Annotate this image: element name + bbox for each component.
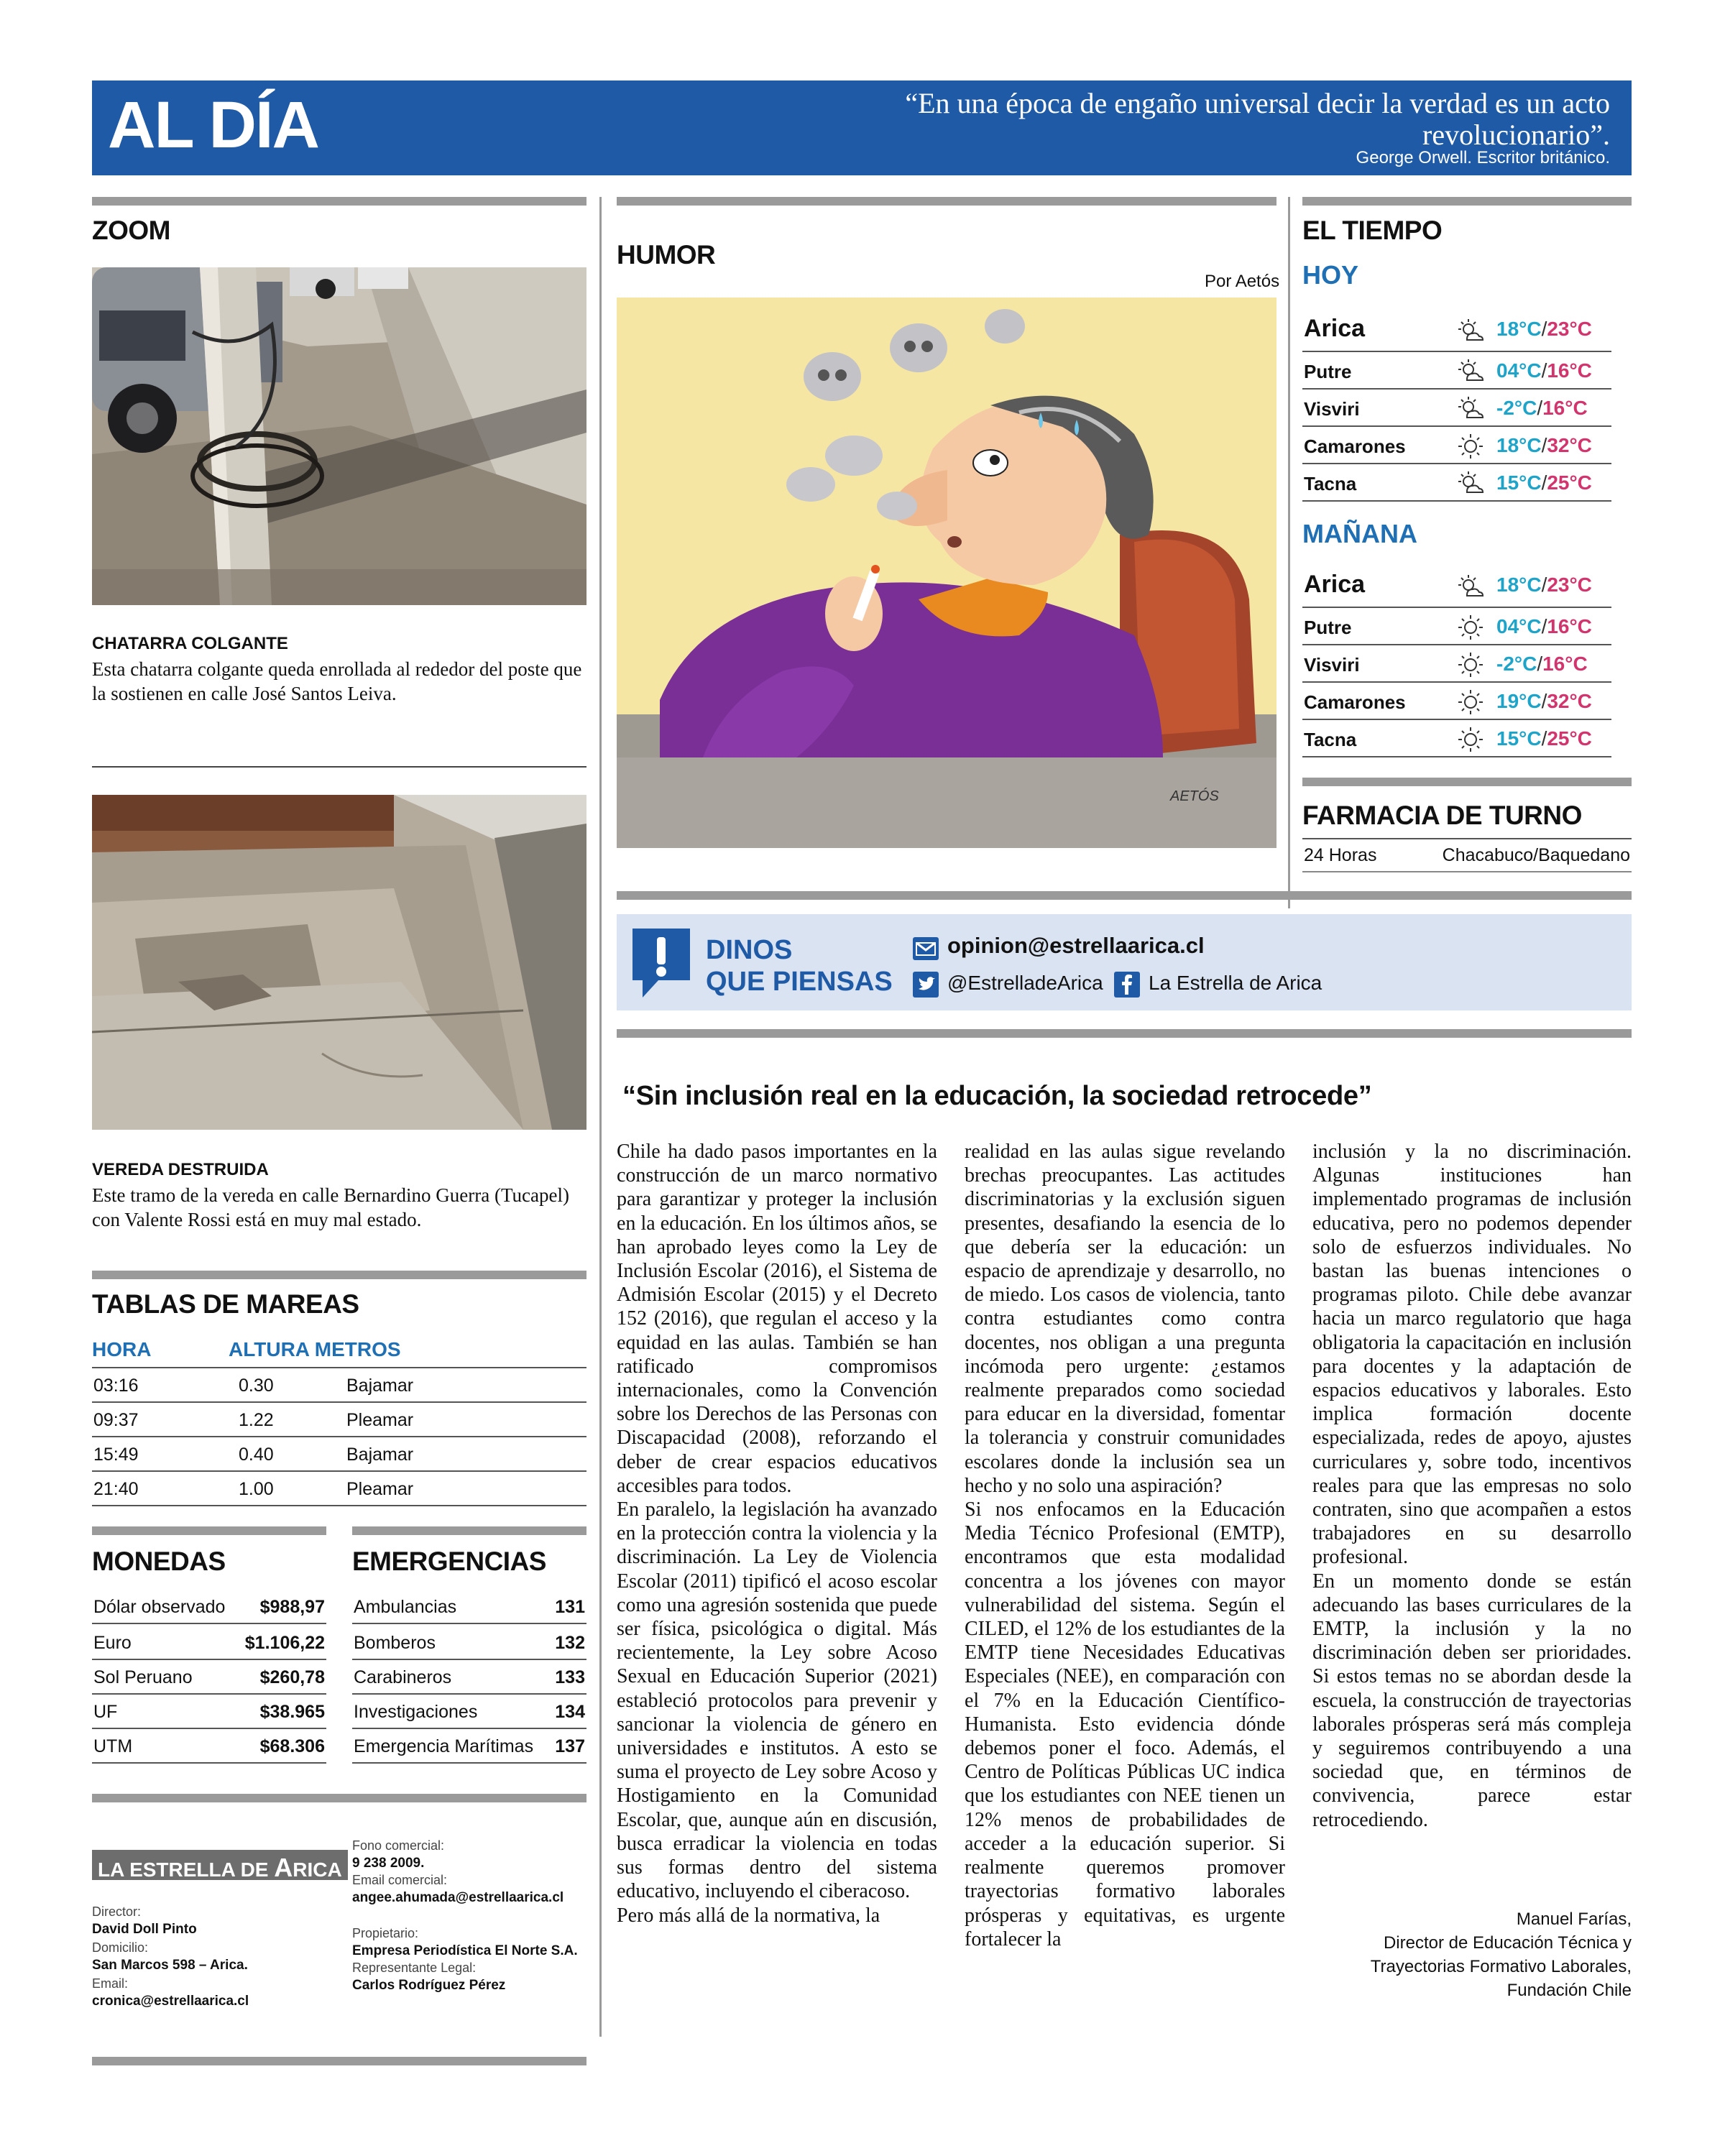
emergency-number: 132 (555, 1633, 585, 1653)
currency-row (92, 1626, 326, 1660)
weather-city: Arica (1304, 571, 1366, 598)
author-name: Manuel Farías, (1516, 1909, 1632, 1929)
section-title: AL DÍA (108, 88, 318, 162)
zoom-title: ZOOM (92, 216, 170, 245)
owner-label: Propietario: (352, 1926, 419, 1940)
logo-text-1: LA ESTRELLA DE (98, 1858, 275, 1881)
partly-cloudy-icon (1457, 318, 1484, 345)
weather-temp (1496, 397, 1588, 420)
currency-row (92, 1590, 326, 1624)
cartoonist-signature: AETÓS (1170, 788, 1219, 804)
weather-city: Visviri (1304, 398, 1360, 420)
header-quote: “En una época de engaño universal decir la verdad es un acto revolucionario”. (905, 87, 1610, 151)
weather-city: Tacna (1304, 473, 1357, 494)
article-paragraph: Pero más allá de la normativa, la (617, 1904, 880, 1927)
twitter-link[interactable]: @EstrelladeArica (947, 972, 1103, 994)
phone-label: Fono comercial: (352, 1838, 445, 1853)
emergency-row (352, 1660, 586, 1695)
temp-min: 15°C (1496, 471, 1542, 494)
column-separator (1288, 197, 1290, 908)
temp-separator: / (1537, 653, 1543, 675)
weather-row (1302, 428, 1611, 464)
temp-separator: / (1541, 318, 1547, 340)
temp-min: 19°C (1496, 690, 1542, 712)
temp-max: 16°C (1542, 397, 1588, 419)
contact-band (617, 914, 1632, 1010)
email-icon (913, 937, 939, 960)
emergency-row (352, 1626, 586, 1660)
emergency-row (352, 1729, 586, 1764)
temp-max: 25°C (1547, 471, 1592, 494)
tide-row (92, 1437, 586, 1472)
temp-min: 15°C (1496, 727, 1542, 750)
divider (92, 766, 586, 768)
weather-temp (1496, 471, 1592, 494)
sunny-icon (1457, 614, 1484, 641)
tide-hour: 15:49 (93, 1445, 139, 1465)
temp-max: 16°C (1542, 653, 1588, 675)
masthead-rule (92, 1794, 586, 1802)
weather-temp (1496, 318, 1592, 341)
tide-height: 0.40 (239, 1445, 274, 1465)
newsroom-email: cronica@estrellaarica.cl (92, 1994, 249, 2009)
weather-row (1302, 308, 1611, 352)
sunny-icon (1457, 651, 1484, 678)
weather-temp (1496, 615, 1592, 638)
temp-max: 25°C (1547, 727, 1592, 750)
tide-hour: 09:37 (93, 1410, 139, 1430)
photo1-caption-text: Esta chatarra colgante queda enrollada al rededor del poste que la sostienen en calle José Santos Leiva. (92, 658, 582, 704)
contact-email-link[interactable]: opinion@estrellaarica.cl (947, 933, 1205, 958)
weather-tomorrow-label: MAÑANA (1302, 519, 1417, 548)
weather-city: Putre (1304, 361, 1352, 382)
pharmacy-name: Chacabuco/Baquedano (1442, 845, 1630, 865)
temp-min: 18°C (1496, 318, 1542, 340)
phone: 9 238 2009. (352, 1856, 425, 1871)
currencies-title: MONEDAS (92, 1547, 226, 1576)
divider (1302, 871, 1632, 872)
temp-min: 04°C (1496, 359, 1542, 382)
weather-row (1302, 647, 1611, 683)
pharmacy-rule (1302, 778, 1632, 786)
emergency-number: 133 (555, 1667, 585, 1687)
temp-min: -2°C (1496, 653, 1537, 675)
director-name: David Doll Pinto (92, 1922, 197, 1937)
temp-separator: / (1541, 434, 1547, 456)
weather-city: Arica (1304, 315, 1366, 342)
cartoon-byline: Por Aetós (1205, 272, 1280, 291)
contact-heading-1: DINOS (706, 935, 793, 965)
temp-max: 32°C (1547, 434, 1592, 456)
director-label: Director: (92, 1904, 142, 1919)
author-organization: Fundación Chile (1506, 1981, 1632, 2000)
article-signature (1371, 1907, 1632, 2002)
currency-name: UTM (93, 1736, 133, 1756)
tide-height: 0.30 (239, 1376, 274, 1396)
weather-temp (1496, 653, 1588, 676)
weather-city: Camarones (1304, 691, 1406, 713)
weather-temp (1496, 727, 1592, 750)
emergency-number: 131 (555, 1597, 585, 1617)
currency-value: $260,78 (259, 1667, 325, 1687)
currencies-rule (92, 1526, 326, 1535)
weather-row (1302, 466, 1611, 502)
emergency-number: 137 (555, 1736, 585, 1756)
emergency-name: Bomberos (354, 1633, 436, 1653)
logo-text-2: A (274, 1853, 293, 1882)
photo1-caption-title: CHATARRA COLGANTE (92, 634, 288, 653)
emergency-number: 134 (555, 1702, 585, 1722)
weather-temp (1496, 690, 1592, 713)
emergencies-rule (352, 1526, 586, 1535)
temp-separator: / (1541, 615, 1547, 637)
emergency-name: Ambulancias (354, 1597, 457, 1617)
contact-rule (617, 891, 1632, 900)
zoom-rule (92, 197, 586, 206)
weather-row (1302, 684, 1611, 720)
tide-type: Pleamar (346, 1410, 414, 1430)
tide-hour: 03:16 (93, 1376, 139, 1396)
weather-city: Tacna (1304, 729, 1357, 750)
section-header (92, 80, 1632, 175)
tide-type: Bajamar (346, 1445, 414, 1465)
article-paragraph: En paralelo, la legislación ha avanzado en la protección contra la violencia y la discriminación. La Ley de Violencia Escolar (2011) tipificó el acoso escolar como una agresión sostenida que puede ser física, psicológica o digital. Más recientemente, la Ley sobre Acoso Sexual en Educación Superior (2021) estableció protocolos para prevenir y sancionar la violencia de género en universidades e institutos. A esto se suma el proyecto de Ley sobre Acoso y Hostigamiento en la Comunidad Escolar, que, aunque aún en discusión, busca erradicar la violencia en todas sus formas dentro del sistema educativo, incluyendo el ciberacoso. (617, 1498, 937, 1903)
currency-name: Sol Peruano (93, 1667, 193, 1687)
currency-value: $1.106,22 (244, 1633, 325, 1653)
article-column-2 (965, 1140, 1285, 1951)
emergency-row (352, 1695, 586, 1729)
tide-type: Bajamar (346, 1376, 414, 1396)
tides-col-height: ALTURA METROS (229, 1338, 401, 1360)
divider (1302, 838, 1632, 839)
weather-city: Visviri (1304, 654, 1360, 676)
tides-col-hour: HORA (92, 1338, 152, 1360)
humor-title: HUMOR (617, 240, 716, 270)
temp-min: 04°C (1496, 615, 1542, 637)
comment-icon (627, 923, 696, 1002)
zoom-photo-pole (92, 267, 586, 605)
article-title: “Sin inclusión real en la educación, la sociedad retrocede” (622, 1081, 1372, 1111)
weather-city: Camarones (1304, 436, 1406, 457)
commercial-email: angee.ahumada@estrellaarica.cl (352, 1890, 564, 1905)
legal-rep: Carlos Rodríguez Pérez (352, 1978, 506, 1993)
tide-row (92, 1472, 586, 1506)
sunny-icon (1457, 688, 1484, 716)
owner: Empresa Periodística El Norte S.A. (352, 1943, 578, 1958)
tide-row (92, 1403, 586, 1437)
tide-height: 1.22 (239, 1410, 274, 1430)
photo2-caption-title: VEREDA DESTRUIDA (92, 1160, 269, 1179)
emergency-name: Investigaciones (354, 1702, 478, 1722)
weather-temp (1496, 434, 1592, 457)
tides-rule (92, 1271, 586, 1279)
temp-min: 18°C (1496, 434, 1542, 456)
facebook-link[interactable]: La Estrella de Arica (1149, 972, 1322, 994)
newspaper-logo (92, 1850, 348, 1880)
sunny-icon (1457, 433, 1484, 460)
twitter-icon (913, 972, 939, 998)
tide-height: 1.00 (239, 1479, 274, 1499)
emergency-name: Carabineros (354, 1667, 452, 1687)
photo2-caption-text: Este tramo de la vereda en calle Bernardino Guerra (Tucapel) con Valente Rossi está en muy mal estado. (92, 1184, 569, 1230)
currency-row (92, 1660, 326, 1695)
weather-city: Putre (1304, 617, 1352, 638)
logo-text-3: RICA (293, 1858, 342, 1881)
currency-value: $38.965 (259, 1702, 325, 1722)
temp-separator: / (1541, 573, 1547, 596)
weather-row (1302, 391, 1611, 427)
weather-temp (1496, 573, 1592, 596)
article-paragraph: En un momento donde se están adecuando las bases curriculares de la EMTP, la inclusión y la no discriminación deben ser prioridades. Si estos temas no se abordan desde la escuela, la construcción de trayectorias laborales prósperas será más compleja y seguiremos contribuyendo a una sociedad que, en términos de convivencia, parece estar retrocediendo. (1312, 1570, 1632, 1831)
article-paragraph: Chile ha dado pasos importantes en la construcción de un marco normativo para garantizar y proteger la inclusión en la educación. En los últimos años, se han aprobado leyes como la Ley de Inclusión Escolar (2016), el Sistema de Admisión Escolar (2015) y el Decreto 152 (2016), que regulan el acceso y la equidad en las aulas. También se han ratificado compromisos internacionales, como la Convención sobre los Derechos de las Personas con Discapacidad (2008), reforzando el deber de crear espacios educativos accesibles para todos. (617, 1141, 937, 1497)
temp-min: 18°C (1496, 573, 1542, 596)
commercial-email-label: Email comercial: (352, 1873, 448, 1887)
article-paragraph: Si nos enfocamos en la Educación Media Técnico Profesional (EMTP), encontramos que esta modalidad concentra a los jóvenes con mayor vulnerabilidad del sistema. Según el CILED, el 12% de los estudiantes de la EMTP tiene Necesidades Educativas Especiales (NEE), en comparación con el 7% en la Educación Científico-Humanista. Esto evidencia dónde debemos poner el foco. Además, el Centro de Políticas Públicas UC indica que los estudiantes con NEE tienen un 12% menos de probabilidades de acceder a la educación superior. Si realmente queremos promover trayectorias formativo laborales prósperas y equitativas, es urgente fortalecer la (965, 1498, 1285, 1950)
sunny-icon (1457, 726, 1484, 753)
currency-row (92, 1695, 326, 1729)
weather-title: EL TIEMPO (1302, 216, 1443, 245)
column-separator (599, 197, 602, 2037)
temp-max: 16°C (1547, 615, 1592, 637)
address: San Marcos 598 – Arica. (92, 1958, 248, 1973)
partly-cloudy-icon (1457, 358, 1484, 385)
temp-max: 32°C (1547, 690, 1592, 712)
zoom-photo-sidewalk (92, 795, 586, 1130)
tides-title: TABLAS DE MAREAS (92, 1289, 359, 1319)
tide-type: Pleamar (346, 1479, 414, 1499)
tide-hour: 21:40 (93, 1479, 139, 1499)
email-label: Email: (92, 1976, 129, 1991)
weather-temp (1496, 359, 1592, 382)
temp-separator: / (1541, 690, 1547, 712)
weather-row (1302, 609, 1611, 645)
article-column-3 (1312, 1140, 1632, 1832)
pharmacy-hours: 24 Horas (1304, 845, 1377, 865)
header-quote-author: George Orwell. Escritor británico. (1356, 148, 1610, 167)
humor-cartoon (617, 298, 1276, 848)
temp-separator: / (1541, 471, 1547, 494)
currency-row (92, 1729, 326, 1764)
emergencies-title: EMERGENCIAS (352, 1547, 546, 1576)
bottom-rule (92, 2057, 586, 2065)
currency-name: UF (93, 1702, 118, 1722)
tide-row (92, 1368, 586, 1403)
weather-today-label: HOY (1302, 260, 1359, 290)
weather-rule (1302, 197, 1632, 206)
currency-value: $68.306 (259, 1736, 325, 1756)
author-role: Director de Educación Técnica y (1383, 1933, 1632, 1953)
temp-separator: / (1537, 397, 1543, 419)
contact-heading-2: QUE PIENSAS (706, 967, 893, 997)
humor-rule (617, 197, 1276, 206)
partly-cloudy-icon (1457, 470, 1484, 497)
weather-row (1302, 722, 1611, 757)
weather-row (1302, 563, 1611, 608)
temp-max: 16°C (1547, 359, 1592, 382)
author-role: Trayectorias Formativo Laborales, (1370, 1957, 1632, 1976)
temp-separator: / (1541, 727, 1547, 750)
temp-max: 23°C (1547, 573, 1592, 596)
pharmacy-title: FARMACIA DE TURNO (1302, 801, 1582, 830)
emergency-name: Emergencia Marítimas (354, 1736, 534, 1756)
temp-min: -2°C (1496, 397, 1537, 419)
temp-max: 23°C (1547, 318, 1592, 340)
currency-name: Euro (93, 1633, 132, 1653)
emergency-row (352, 1590, 586, 1624)
address-label: Domicilio: (92, 1940, 149, 1955)
partly-cloudy-icon (1457, 573, 1484, 601)
article-column-1 (617, 1140, 937, 1927)
article-paragraph: inclusión y la no discriminación. Algunas instituciones han implementado programas de inclusión educativa, pero no podemos depender solo de esfuerzos individuales. No bastan las buenas intenciones o programas piloto. Chile debe avanzar hacia un marco regulatorio que haga obligatoria la capacitación en inclusión para docentes y la adaptación de espacios educativos y laborales. Esto implica formación docente especializada, redes de apoyo, ajustes curriculares y, sobre todo, incentivos reales para que las empresas no solo contraten, sino que acompañen a estos trabajadores en su desarrollo profesional. (1312, 1141, 1632, 1569)
currency-value: $988,97 (259, 1597, 325, 1617)
currency-name: Dólar observado (93, 1597, 226, 1617)
facebook-icon (1114, 972, 1140, 998)
temp-separator: / (1541, 359, 1547, 382)
article-rule (617, 1029, 1632, 1038)
weather-row (1302, 354, 1611, 390)
partly-cloudy-icon (1457, 395, 1484, 423)
legal-rep-label: Representante Legal: (352, 1961, 477, 1975)
article-paragraph: realidad en las aulas sigue revelando brechas preocupantes. Las actitudes discriminatorias y la exclusión siguen presentes, desafiando la esencia de lo que debería ser la educación: un espacio de aprendizaje y desarrollo, no de miedo. Los casos de violencia, tanto contra estudiantes como contra docentes, nos obligan a una pregunta incómoda pero urgente: ¿estamos realmente preparados como sociedad para educar en la diversidad, fomentar la tolerancia y construir comunidades escolares donde la inclusión sea un hecho y no solo una aspiración? (965, 1141, 1285, 1497)
